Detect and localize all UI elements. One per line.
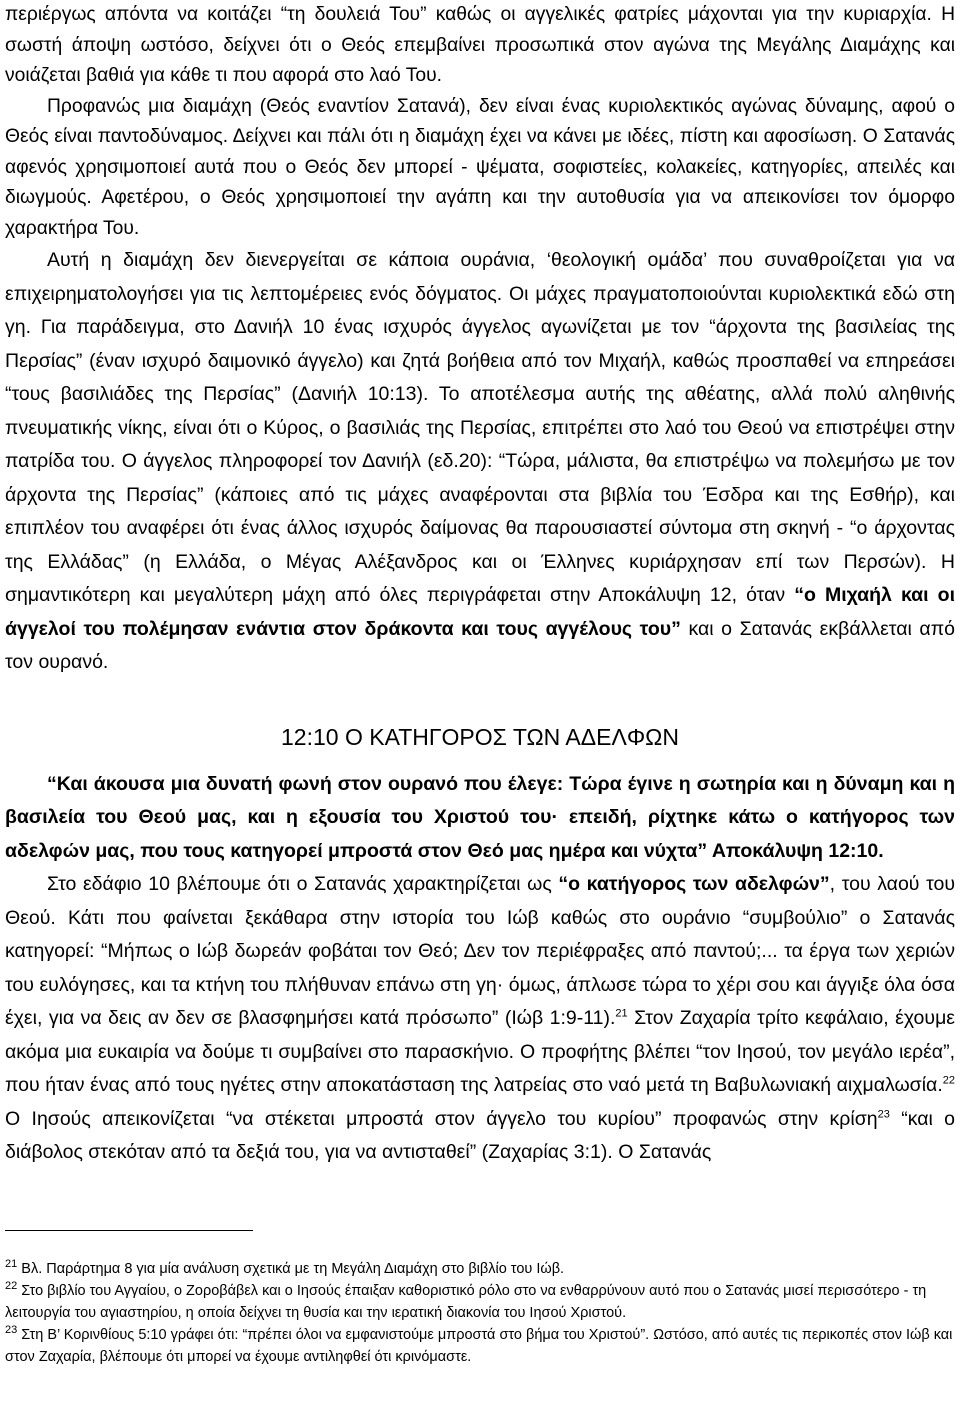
footnote-ref[interactable]: 23 xyxy=(877,1108,890,1120)
paragraph-text: , του λαού του Θεού. Κάτι που φαίνεται ξεκάθαρα στην ιστορία του Ιώβ καθώς στο ουράνιο “συμβούλιο” ο Σατανάς κατηγορεί: “Μήπως ο Ιώβ δωρεάν φοβάται τον Θεό; Δεν τον περιέφραξες από παντού;... τα έργα των χεριών του ευλόγησες, και τα κτήνη του πλήθυναν επάνω στη γη· όμως, άπλωσε τώρα το χέρι σου και άγγιξε όλα όσα έχει, για να δεις αν δεν σε βλασφημήσει κατά πρόσωπο” (Ιώβ 1:9-11). xyxy=(5,873,955,1029)
paragraph-earthly-battles xyxy=(5,244,955,680)
bold-quote: “ο Μιχαήλ και οι άγγελοί του πολέμησαν ενάντια στον δράκοντα και τους αγγέλους του” xyxy=(5,584,955,640)
footnote xyxy=(5,1324,955,1368)
paragraph-text: Στον Ζαχαρία τρίτο κεφάλαιο, έχουμε ακόμα μια ευκαιρία να δούμε τι συμβαίνει στο παρασκήνιο. Ο προφήτης βλέπει “τον Ιησού, τον μεγάλο ιερέα”, που ήταν ένας από τους ηγέτες στην αποκατάσταση της λατρείας στο ναό μετά τη Βαβυλωνιακή αιχμαλωσία. xyxy=(5,1007,955,1096)
footnote-text: Βλ. Παράρτημα 8 για μία ανάλυση σχετικά με τη Μεγάλη Διαμάχη στο βιβλίο του Ιώβ. xyxy=(17,1261,565,1277)
paragraph-accuser xyxy=(5,868,955,1170)
document-page xyxy=(5,0,956,1365)
paragraph-text: “και ο διάβολος στεκόταν από τα δεξιά του, για να αντισταθεί” (Ζαχαρίας 3:1). Ο Σατανάς xyxy=(5,1107,956,1163)
footnote-number: 21 xyxy=(5,1258,18,1271)
footnote-number: 22 xyxy=(5,1280,18,1293)
paragraph-text: Στο εδάφιο 10 βλέπουμε ότι ο Σατανάς χαρακτηρίζεται ως xyxy=(47,873,559,895)
section-heading: 12:10 Ο ΚΑΤΗΓΟΡΟΣ ΤΩΝ ΑΔΕΛΦΩΝ xyxy=(281,723,679,750)
paragraph-conflict-ideas: Προφανώς μια διαμάχη (Θεός εναντίον Σατανά), δεν είναι ένας κυριολεκτικός αγώνας δύναμης, αφού ο Θεός είναι παντοδύναμος. Δείχνει και πάλι ότι η διαμάχη έχει να κάνει με ιδέες, πίστη και αφοσίωση. Ο Σατανάς αφενός χρησιμοποιεί αυτά που ο Θεός δεν μπορεί - ψέματα, σοφιστείες, κολακείες, κατηγορίες, απειλές και διωγμούς. Αφετέρου, ο Θεός χρησιμοποιεί την αγάπη και την αυτοθυσία για να απεικονίσει τον όμορφο χαρακτήρα Του. xyxy=(5,95,955,239)
footnote-ref[interactable]: 22 xyxy=(942,1074,955,1087)
paragraph-text: Ο Ιησούς απεικονίζεται “να στέκεται μπροστά στον άγγελο του κυρίου” προφανώς στην κρίση xyxy=(5,1107,878,1130)
footnote-number: 23 xyxy=(5,1324,18,1337)
footnote-text: Στο βιβλίο του Αγγαίου, ο Ζοροβάβελ και ο Ιησούς έπαιξαν καθοριστικό ρόλο στο να ενθαρρύνουν αυτό που ο Σατανάς μισεί περισσότερο - τη λειτουργία του αγιαστηρίου, η οποία δείχνει τη θυσία και την ιερατική διακονία του Ιησού Χριστού. xyxy=(5,1283,927,1321)
footnote-separator xyxy=(5,1230,253,1231)
footnote-ref[interactable]: 21 xyxy=(615,1007,628,1020)
bible-quote xyxy=(5,768,955,869)
footnote xyxy=(5,1258,955,1280)
footnote xyxy=(5,1280,955,1324)
paragraph-continuation: περιέργως απόντα να κοιτάζει “τη δουλειά Του” καθώς οι αγγελικές φατρίες μάχονται για την κυριαρχία. Η σωστή άποψη ωστόσο, δείχνει ότι ο Θεός επεμβαίνει προσωπικά στον αγώνα της Μεγάλης Διαμάχης και νοιάζεται βαθιά για κάθε τι που αφορά στο λαό Του. xyxy=(5,4,955,86)
paragraph-text: Αυτή η διαμάχη δεν διενεργείται σε κάποια ουράνια, ‘θεολογική ομάδα’ που συναθροίζεται για να επιχειρηματολογήσει για τις λεπτομέρειες ενός δόγματος. Οι μάχες πραγματοποιούνται κυριολεκτικά εδώ στη γη. Για παράδειγμα, στο Δανιήλ 10 ένας ισχυρός άγγελος αγωνίζεται με τον “άρχοντα της βασιλείας της Περσίας” (έναν ισχυρό δαιμονικό άγγελο) και ζητά βοήθεια από τον Μιχαήλ, καθώς προσπαθεί να επηρεάσει “τους βασιλιάδες της Περσίας” (Δανιήλ 10:13). Το αποτέλεσμα αυτής της αθέατης, αλλά πολύ αληθινής πνευματικής νίκης, είναι ότι ο Κύρος, ο βασιλιάς της Περσίας, επιτρέπει στο λαό του Θεού να επιστρέψει στην πατρίδα του. Ο άγγελος πληροφορεί τον Δανιήλ (εδ.20): “Τώρα, μάλιστα, θα επιστρέψω να πολεμήσω με τον άρχοντα της Περσίας” (κάποιες από τις μάχες αναφέρονται στα βιβλία του Έσδρα και της Εσθήρ), και επιπλέον του αναφέρει ότι ένας άλλος ισχυρός δαίμονας θα παρουσιαστεί σύντομα στη σκηνή - “ο άρχοντας της Ελλάδας” (η Ελλάδα, ο Μέγας Αλέξανδρος και οι Έλληνες κυριάρχησαν επί των Περσών). Η σημαντικότερη και μεγαλύτερη μάχη από όλες περιγράφεται στην Αποκάλυψη 12, όταν xyxy=(5,249,955,606)
paragraph-text: και ο Σατανάς εκβάλλεται από τον ουρανό. xyxy=(5,617,956,673)
footnotes xyxy=(5,1258,955,1368)
footnote-text: Στη Β’ Κορινθίους 5:10 γράφει ότι: “πρέπει όλοι να εμφανιστούμε μπροστά στο βήμα του Χριστού”. Ωστόσο, από αυτές τις περικοπές στον Ιώβ και στον Ζαχαρία, βλέπουμε ότι μπορεί να έχουμε αντιληφθεί ότι κρινόμαστε. xyxy=(5,1327,953,1365)
bible-quote-text: “Και άκουσα μια δυνατή φωνή στον ουρανό που έλεγε: Τώρα έγινε η σωτηρία και η δύναμη και η βασιλεία του Θεού μας, και η εξουσία του Χριστού του· επειδή, ρίχτηκε κάτω ο κατήγορος των αδελφών μας, που τους κατηγορεί μπροστά στον Θεό μας ημέρα και νύχτα” Αποκάλυψη 12:10. xyxy=(5,772,955,862)
bold-phrase: “ο κατήγορος των αδελφών” xyxy=(558,873,830,895)
